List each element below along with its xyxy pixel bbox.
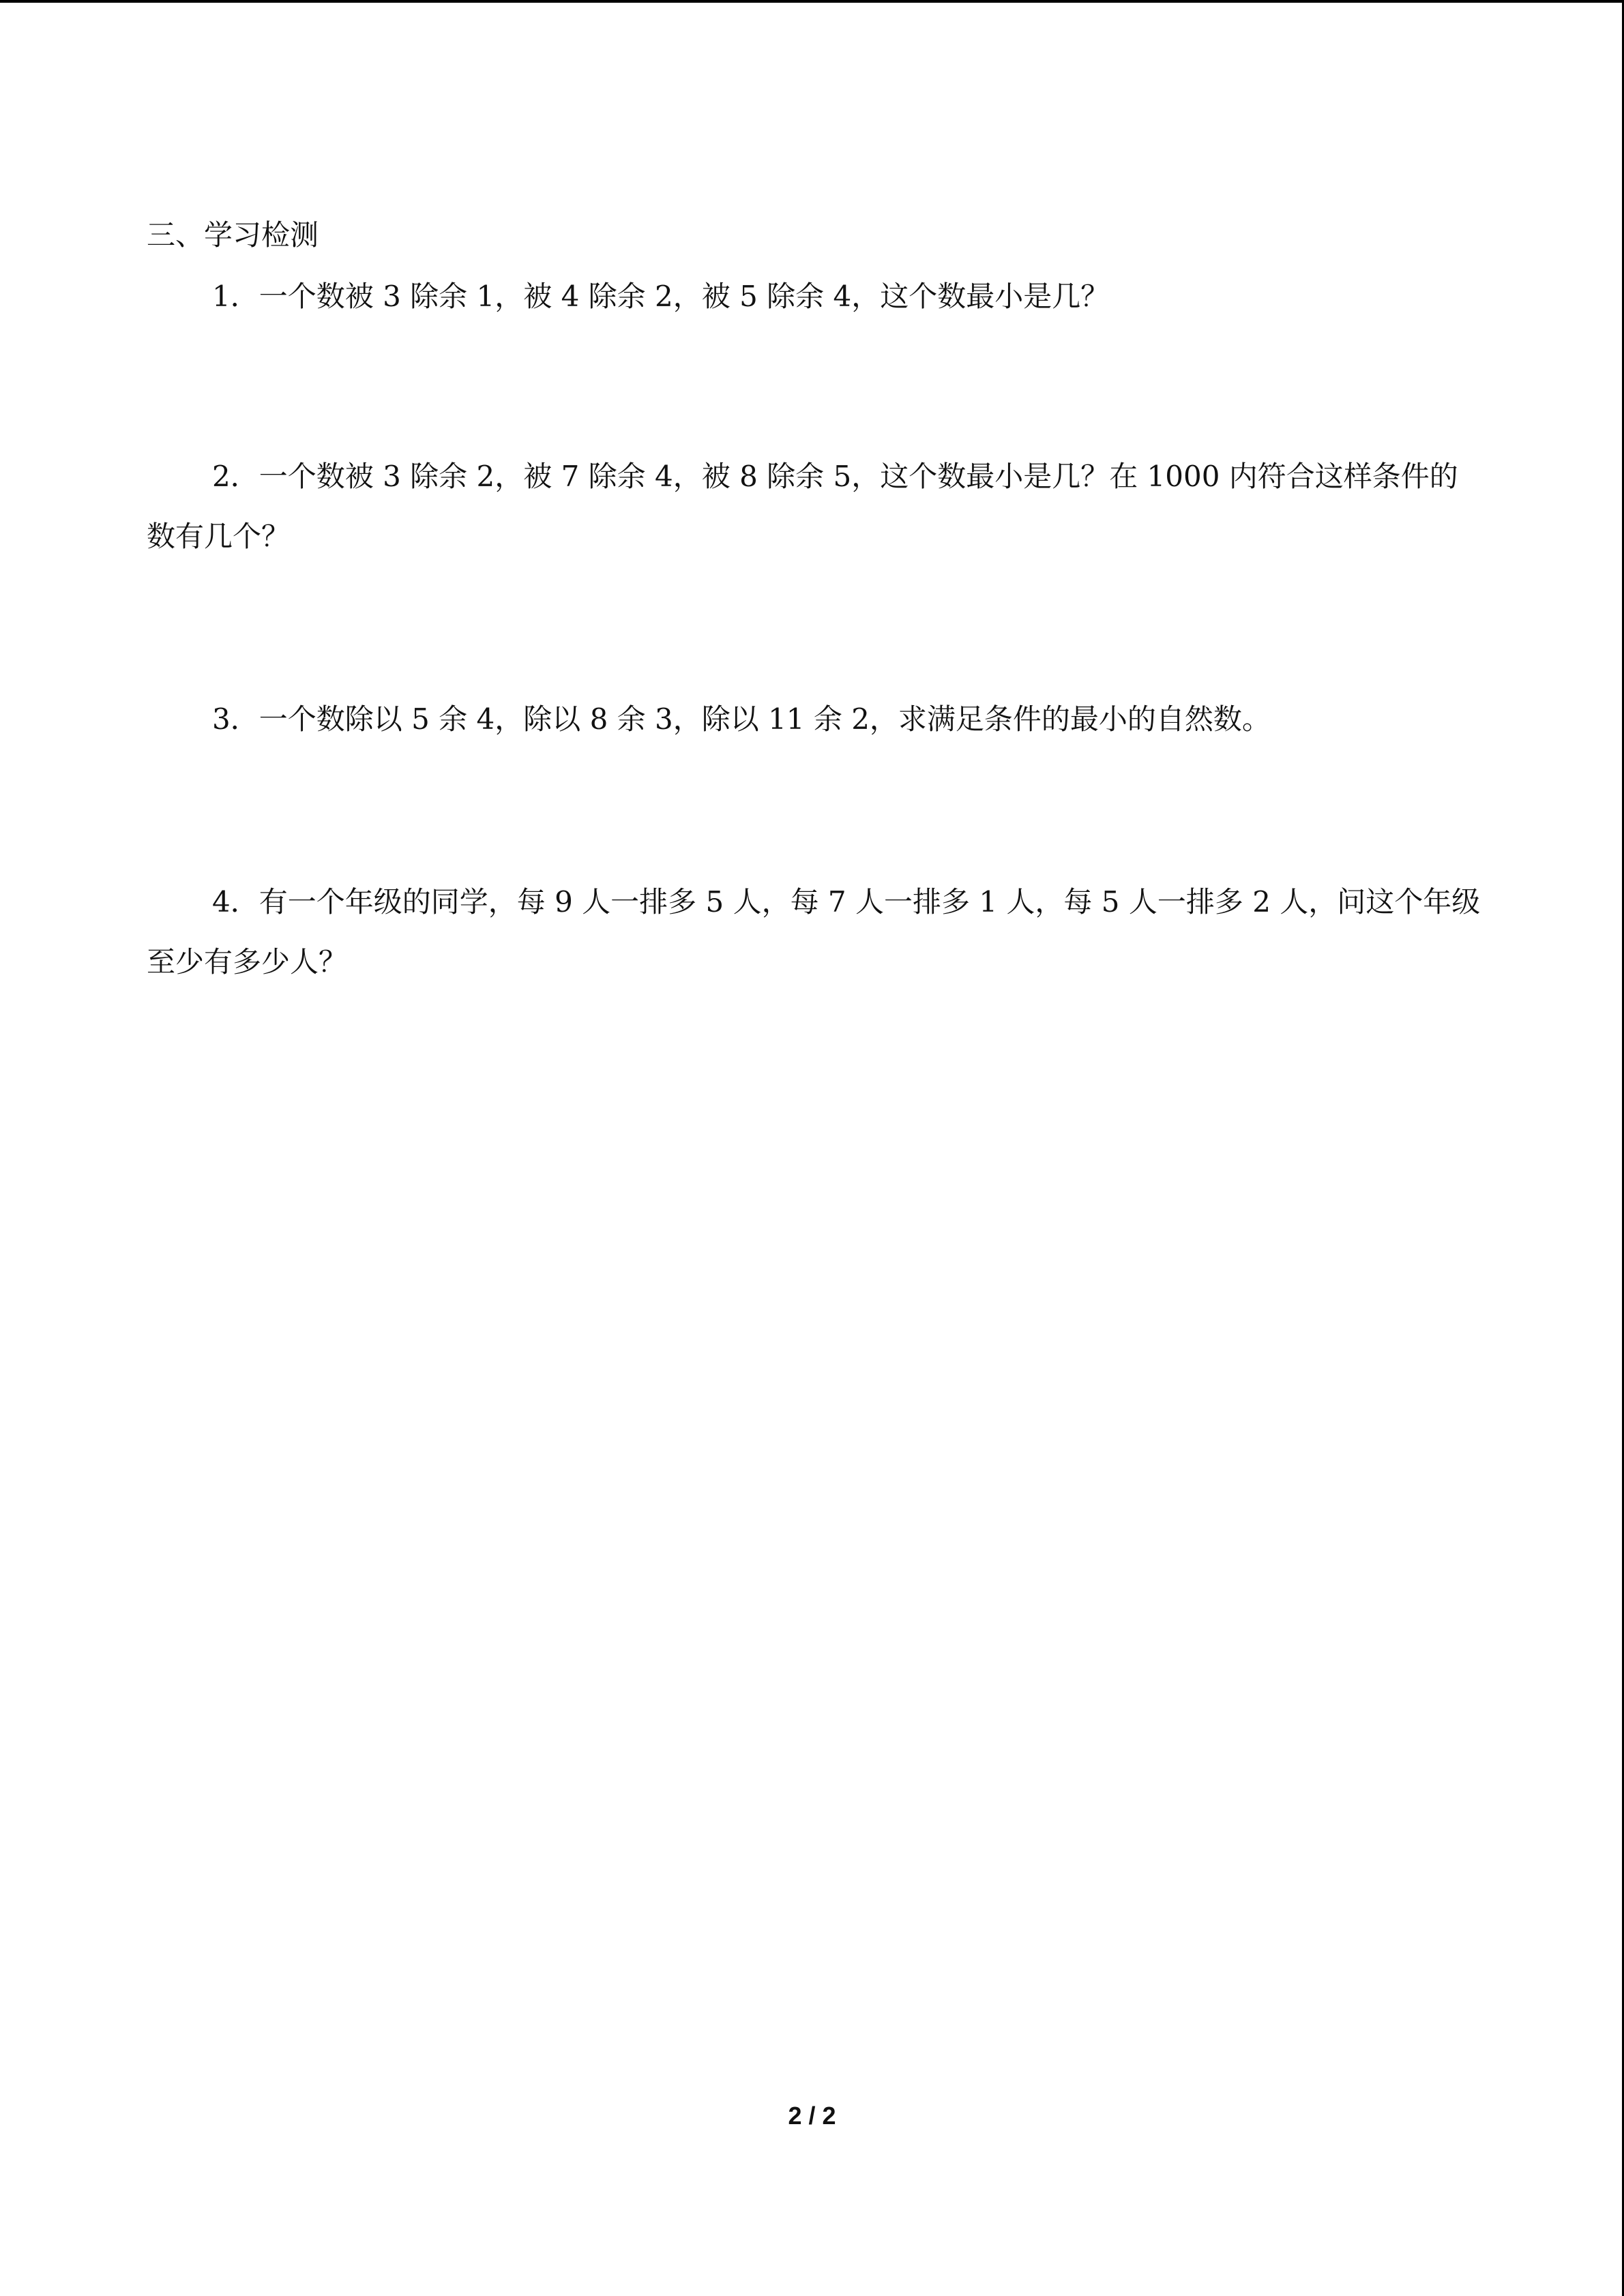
section-heading: 三、学习检测 [147,218,319,252]
top-border-line [0,0,1624,3]
document-content [147,208,1483,992]
question-1: 1．一个数被 3 除余 1，被 4 除余 2，被 5 除余 4，这个数最小是几？ [212,280,1110,313]
page-number: 2 / 2 [788,2102,836,2130]
question-4: 4．有一个年级的同学，每 9 人一排多 5 人，每 7 人一排多 1 人，每 5 人一排多 2 人，问这个年级至少有多少人？ [147,885,1481,979]
question-3: 3．一个数除以 5 余 4，除以 8 余 3，除以 11 余 2，求满足条件的最小的自然数。 [212,702,1271,736]
question-2: 2．一个数被 3 除余 2，被 7 除余 4，被 8 除余 5，这个数最小是几？在 1000 内符合这样条件的数有几个？ [147,460,1458,553]
